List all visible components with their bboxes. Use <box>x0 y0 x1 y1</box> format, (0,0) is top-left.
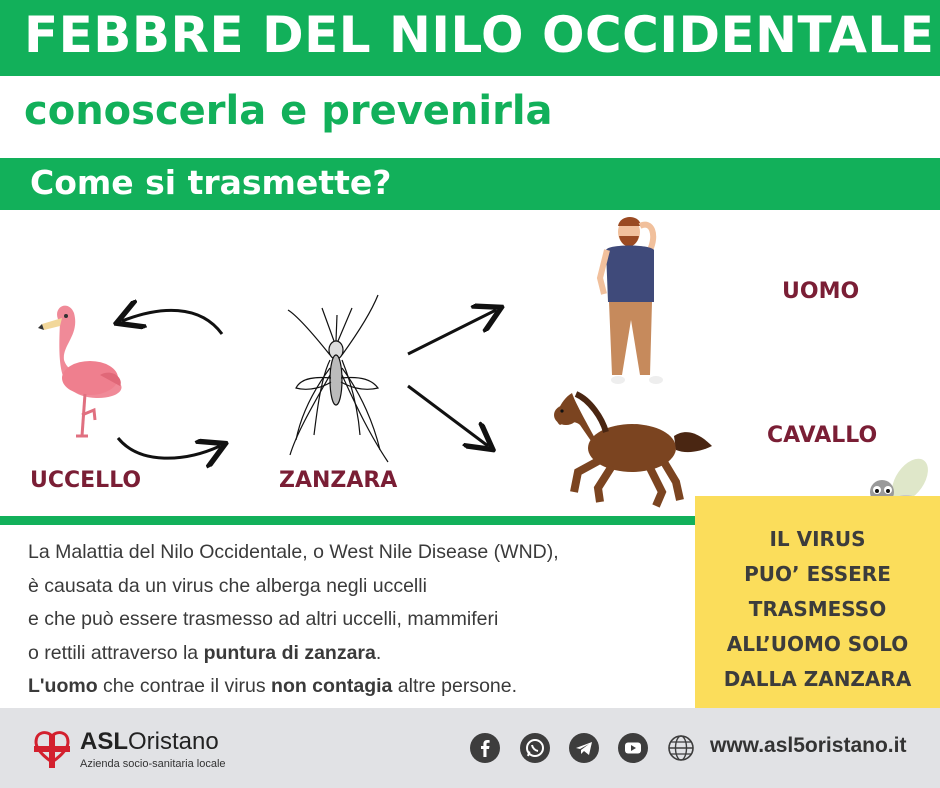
text-segment: che contrae il virus <box>97 675 272 697</box>
logo-name[interactable] <box>80 728 219 756</box>
callout-line: ALL’UOMO SOLO <box>726 632 909 656</box>
asl-logo-icon <box>30 728 74 772</box>
arrow-to-horse <box>408 386 488 446</box>
text-segment: o rettili attraverso la <box>28 641 204 664</box>
arrow-to-mosquito <box>118 438 220 458</box>
page-title: FEBBRE DEL NILO OCCIDENTALE <box>24 6 935 64</box>
section-divider <box>0 516 695 525</box>
emphasis-text: puntura di zanzara <box>203 641 376 664</box>
description-line: e che può essere trasmesso ad altri uccelli, mammiferi <box>28 608 499 630</box>
arrow-to-bird <box>122 310 222 334</box>
bird-label: UCCELLO <box>30 468 142 493</box>
description-line: è causata da un virus che alberga negli uccelli <box>28 574 427 597</box>
man-illustration <box>600 217 663 384</box>
mosquito-illustration <box>288 295 388 462</box>
facebook-icon[interactable] <box>470 733 500 763</box>
title-banner <box>0 0 940 76</box>
callout-text <box>695 522 940 697</box>
horse-label: CAVALLO <box>767 423 878 448</box>
callout-line: TRASMESSO <box>748 597 887 621</box>
website-link[interactable]: www.asl5oristano.it <box>710 734 907 757</box>
section-banner <box>0 158 940 210</box>
callout-line: PUO’ ESSERE <box>744 562 891 586</box>
logo-tagline: Azienda socio-sanitaria locale <box>80 758 226 770</box>
logo-rest: Oristano <box>128 728 219 755</box>
callout-box <box>695 496 940 708</box>
whatsapp-icon[interactable] <box>520 733 550 763</box>
callout-line: IL VIRUS <box>769 527 866 551</box>
flamingo-illustration <box>38 306 122 436</box>
telegram-icon[interactable] <box>569 733 599 763</box>
youtube-icon[interactable] <box>618 733 648 763</box>
page-subtitle: conoscerla e prevenirla <box>24 88 553 134</box>
callout-line: DALLA ZANZARA <box>723 667 912 691</box>
emphasis-text: non contagia <box>271 675 393 697</box>
mosquito-label: ZANZARA <box>279 468 398 493</box>
emphasis-text: L'uomo <box>28 675 98 697</box>
section-title: Come si trasmette? <box>30 163 392 202</box>
globe-icon[interactable] <box>667 734 695 762</box>
text-segment: . <box>375 641 382 664</box>
text-segment: altre persone. <box>392 675 518 697</box>
description-text <box>28 536 688 704</box>
logo-bold: ASL <box>80 728 128 755</box>
description-line: La Malattia del Nilo Occidentale, o West Nile Disease (WND), <box>28 541 559 563</box>
arrow-to-man <box>408 310 496 354</box>
footer <box>0 708 940 788</box>
man-label: UOMO <box>782 279 860 304</box>
horse-illustration <box>554 393 712 506</box>
description-line <box>28 637 688 671</box>
description-line <box>28 670 688 704</box>
